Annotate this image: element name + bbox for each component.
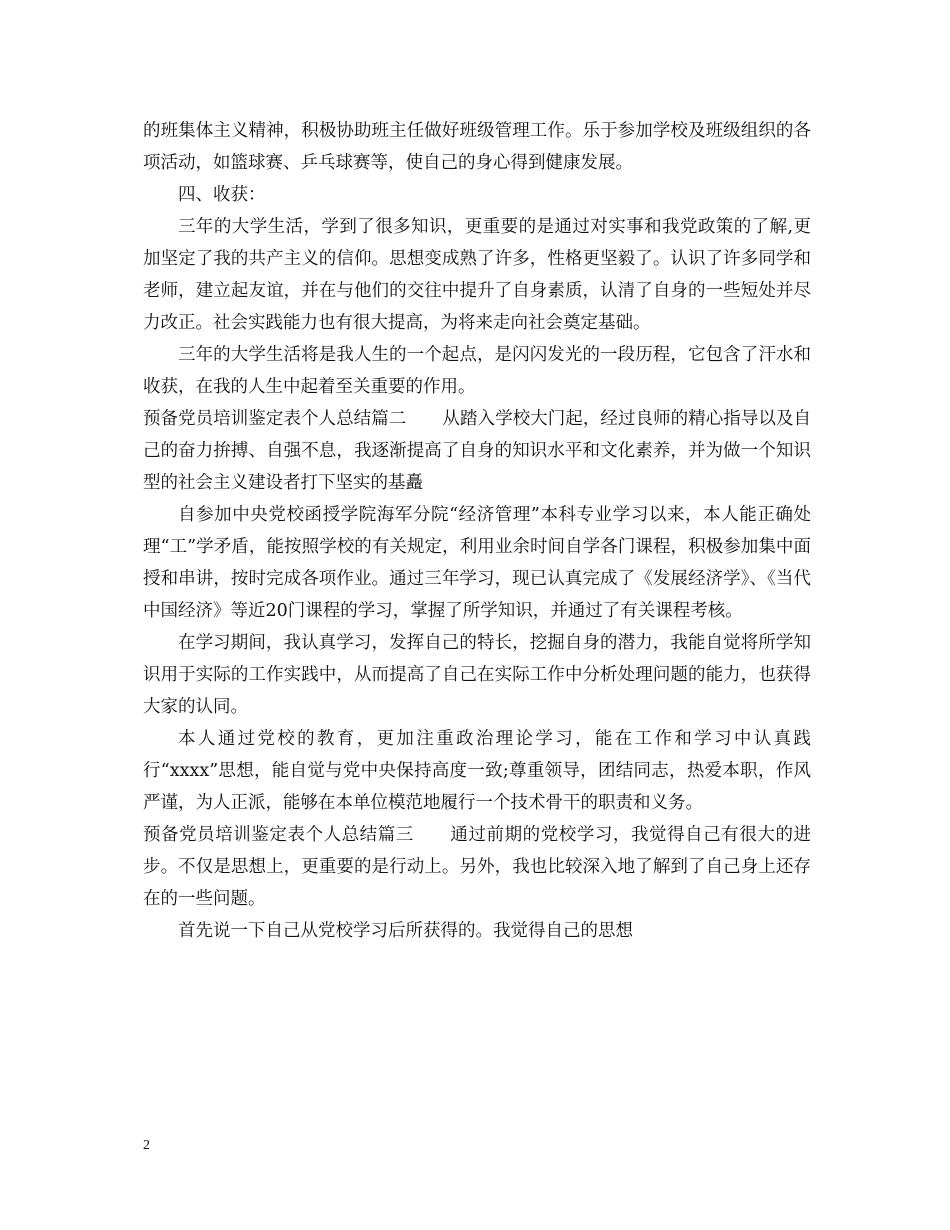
paragraph-6: 自参加中央党校函授学院海军分院“经济管理”本科专业学习以来，本人能正确处理“工”学矛盾，能按照学校的有关规定，利用业余时间自学各门课程，积极参加集中面授和串讲，按时完成各项作业。通过三年学习，现已认真完成了《发展经济学》、《当代中国经济》等近20门课程的学习，掌握了所学知识，并通过了有关课程考核。 [143, 505, 811, 621]
section-two-text: 从踏入学校大门起，经过良师的精心指导以及自己的奋力拚搏、自强不息，我逐渐提高了自身的知识水平和文化素养，并为做一个知识型的社会主义建设者打下坚实的基矗 [143, 409, 812, 493]
section-two-heading: 预备党员培训鉴定表个人总结篇二 [143, 409, 407, 429]
paragraph-3: 三年的大学生活，学到了很多知识，更重要的是通过对实事和我党政策的了解,更加坚定了我的共产主义的信仰。思想变成熟了许多，性格更坚毅了。认识了许多同学和老师，建立起友谊，并在与他们的交往中提升了自身素质，认清了自身的一些短处并尽力改正。社会实践能力也有很大提高，为将来走向社会奠定基础。 [143, 217, 811, 333]
paragraph-1: 的班集体主义精神，积极协助班主任做好班级管理工作。乐于参加学校及班级组织的各项活动，如篮球赛、乒乓球赛等，使自己的身心得到健康发展。 [143, 121, 811, 173]
paragraph-7: 在学习期间，我认真学习，发挥自己的特长，挖掘自身的潜力，我能自觉将所学知识用于实际的工作实践中，从而提高了自己在实际工作中分析处理问题的能力，也获得大家的认同。 [143, 633, 811, 717]
section-three-heading: 预备党员培训鉴定表个人总结篇三 [143, 825, 414, 845]
document-body [143, 115, 811, 947]
paragraph-2-heading-harvest: 四、收获： [178, 185, 266, 205]
section-three-paragraph [143, 819, 811, 915]
section-two-paragraph [143, 403, 811, 499]
section-three-text: 通过前期的党校学习，我觉得自己有很大的进步。不仅是思想上，更重要的是行动上。另外，我也比较深入地了解到了自己身上还存在的一些问题。 [143, 825, 812, 909]
paragraph-4: 三年的大学生活将是我人生的一个起点，是闪闪发光的一段历程，它包含了汗水和收获，在我的人生中起着至关重要的作用。 [143, 345, 811, 397]
page-number: 2 [143, 1138, 150, 1153]
paragraph-10: 首先说一下自己从党校学习后所获得的。我觉得自己的思想 [178, 921, 633, 941]
paragraph-8: 本人通过党校的教育，更加注重政治理论学习，能在工作和学习中认真践行“xxxx”思想，能自觉与党中央保持高度一致;尊重领导，团结同志，热爱本职，作风严谨，为人正派，能够在本单位模范地履行一个技术骨干的职责和义务。 [143, 729, 811, 813]
